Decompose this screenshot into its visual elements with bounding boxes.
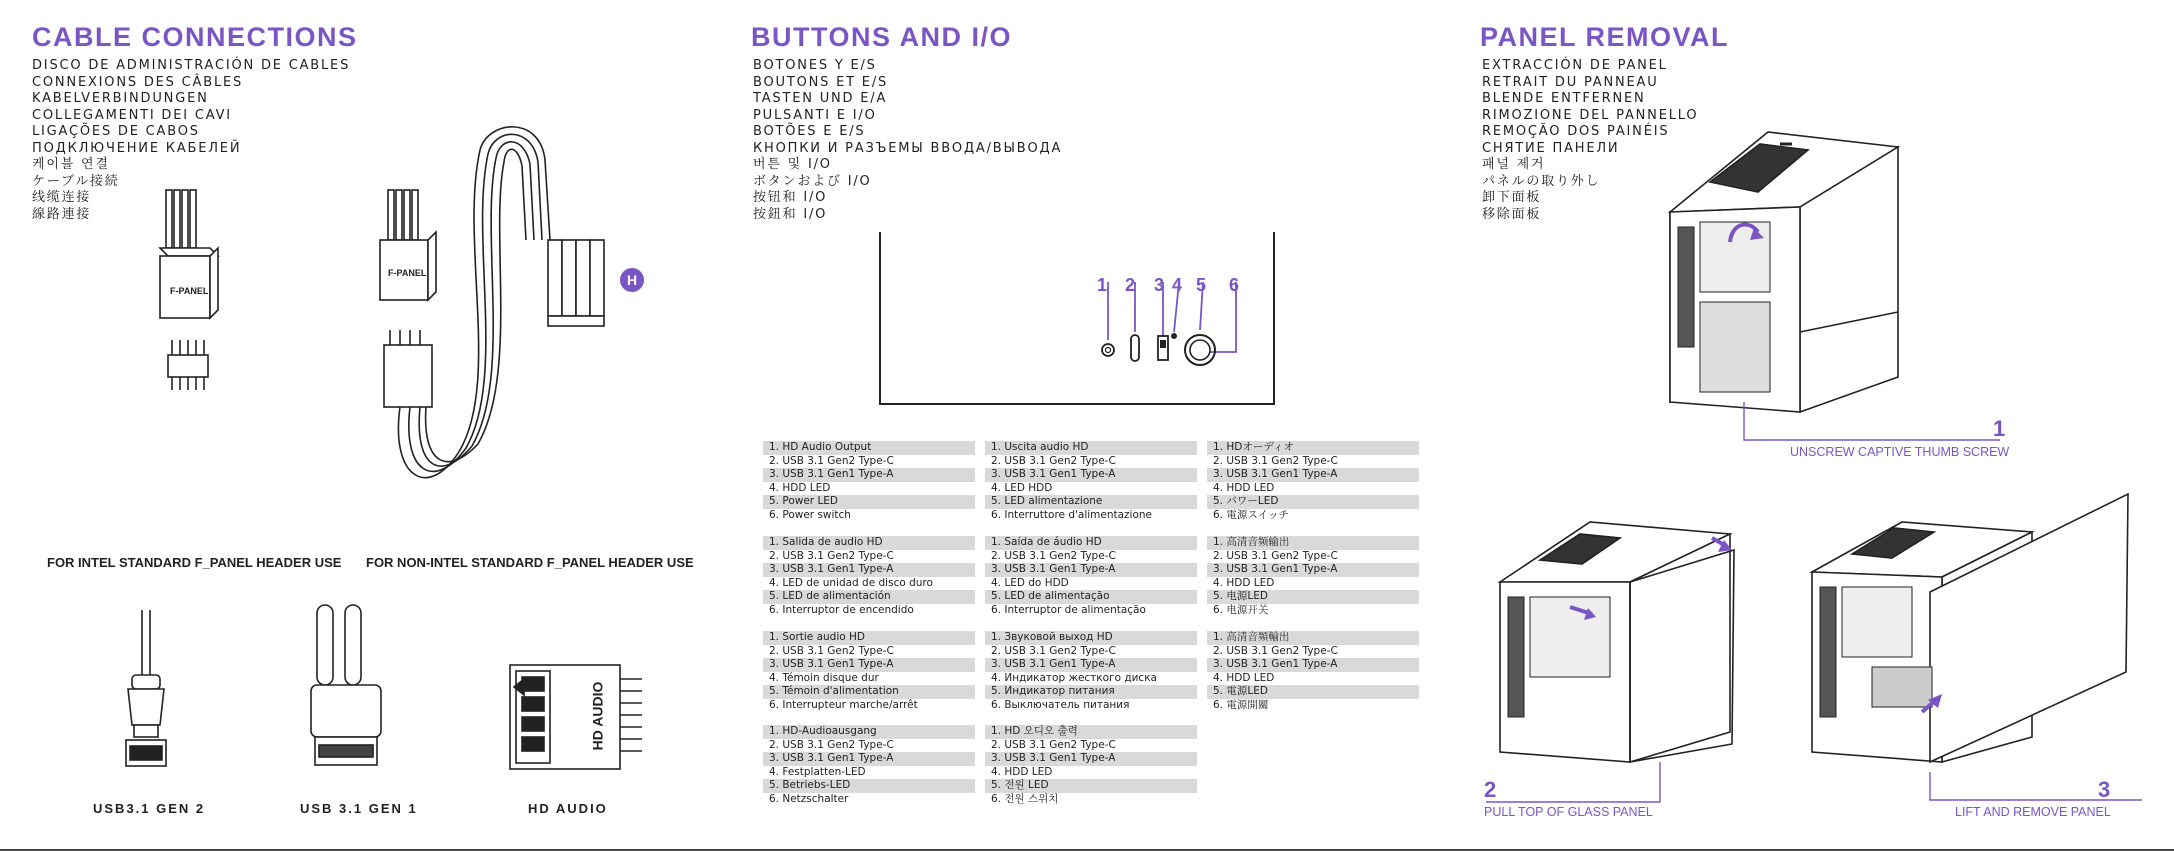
translation-line: 패널 제거: [1482, 157, 1546, 172]
spec-item: 2. USB 3.1 Gen2 Type-C: [769, 644, 894, 657]
spec-item: 4. Festplatten-LED: [769, 765, 866, 778]
translation-line: 버튼 및 I/O: [753, 157, 832, 172]
port-number-6: 6: [1229, 275, 1240, 295]
translation-line: PULSANTI E I/O: [753, 107, 877, 123]
spec-item: 2. USB 3.1 Gen2 Type-C: [991, 738, 1116, 751]
spec-item: 4. LED do HDD: [991, 576, 1069, 589]
spec-item: 6. 전원 스위치: [991, 792, 1059, 805]
spec-item: 5. Témoin d'alimentation: [763, 685, 975, 699]
spec-item: 3. USB 3.1 Gen1 Type-A: [1207, 658, 1419, 672]
port-number-1: 1: [1097, 275, 1108, 295]
spec-item: 6. 电源开关: [1213, 603, 1269, 616]
spec-list-korean: [985, 725, 1197, 806]
spec-item: 6. 電源スイッチ: [1213, 508, 1289, 521]
nonintel-fpanel-cable-illustration: [370, 120, 650, 520]
step-3-text: LIFT AND REMOVE PANEL: [1955, 805, 2111, 819]
translation-line: 케이블 연결: [32, 157, 110, 172]
usb-gen2-connector-illustration: [112, 610, 182, 790]
translation-line: TASTEN UND E/A: [753, 91, 888, 106]
fpanel-label: F-PANEL: [170, 286, 209, 296]
translation-line: DISCO DE ADMINISTRACIÓN DE CABLES: [32, 58, 351, 73]
front-io-panel-illustration: [880, 232, 1280, 407]
translation-line: 按钮和 I/O: [753, 190, 828, 205]
translation-line: CONNEXIONS DES CÂBLES: [32, 74, 244, 90]
spec-item: 1. HD Audio Output: [763, 441, 975, 455]
spec-list-simplified-chinese: [1207, 536, 1419, 617]
spec-item: 2. USB 3.1 Gen2 Type-C: [1213, 644, 1338, 657]
spec-item: 5. Power LED: [763, 495, 975, 509]
spec-item: 4. HDD LED: [1213, 671, 1275, 684]
spec-item: 3. USB 3.1 Gen1 Type-A: [763, 752, 975, 766]
translation-line: REMOÇÃO DOS PAINÉIS: [1482, 124, 1670, 139]
translation-line: パネルの取り外し: [1482, 173, 1601, 189]
spec-item: 2. USB 3.1 Gen2 Type-C: [991, 549, 1116, 562]
panel-removal-title: PANEL REMOVAL: [1480, 22, 1730, 52]
spec-item: 1. Salida de audio HD: [763, 536, 975, 550]
spec-item: 1. 高清音頻輸出: [1207, 631, 1419, 645]
spec-item: 5. 电源LED: [1207, 590, 1419, 604]
port-number-4: 4: [1172, 275, 1183, 295]
translation-line: 线缆连接: [32, 190, 92, 205]
usb-gen1-caption: USB 3.1 GEN 1: [300, 801, 418, 816]
spec-item: 2. USB 3.1 Gen2 Type-C: [769, 454, 894, 467]
translation-line: EXTRACCIÓN DE PANEL: [1482, 58, 1668, 73]
port-number-5: 5: [1196, 275, 1207, 295]
spec-item: 2. USB 3.1 Gen2 Type-C: [769, 738, 894, 751]
translation-line: BOTONES Y E/S: [753, 58, 877, 73]
spec-item: 1. Uscita audio HD: [985, 441, 1197, 455]
spec-item: 4. Témoin disque dur: [769, 671, 879, 684]
usb-gen2-caption: USB3.1 GEN 2: [93, 801, 206, 816]
spec-list-japanese: [1207, 441, 1419, 522]
spec-item: 1. HDオーディオ: [1207, 441, 1419, 455]
hd-audio-vertical-label-wrap: [585, 670, 609, 762]
spec-item: 6. Выключатель питания: [991, 698, 1130, 711]
spec-item: 2. USB 3.1 Gen2 Type-C: [769, 549, 894, 562]
step-1-text: UNSCREW CAPTIVE THUMB SCREW: [1790, 445, 2010, 459]
cable-connections-title: CABLE CONNECTIONS: [32, 22, 358, 52]
panel-removal-translations: [1482, 58, 1698, 223]
spec-item: 1. HD-Audioausgang: [763, 725, 975, 739]
spec-item: 4. LED de unidad de disco duro: [769, 576, 933, 589]
spec-item: 3. USB 3.1 Gen1 Type-A: [985, 658, 1197, 672]
spec-item: 4. HDD LED: [991, 765, 1053, 778]
spec-item: 6. Interrupteur marche/arrêt: [769, 698, 918, 711]
translation-line: СНЯТИЕ ПАНЕЛИ: [1482, 140, 1620, 156]
case-step1-illustration: [1670, 132, 1910, 432]
spec-list-german: [763, 725, 975, 806]
spec-item: 4. LED HDD: [991, 481, 1053, 494]
spec-item: 3. USB 3.1 Gen1 Type-A: [763, 468, 975, 482]
spec-item: 1. Saída de áudio HD: [985, 536, 1197, 550]
port-number-3: 3: [1154, 275, 1165, 295]
translation-line: ПОДКЛЮЧЕНИЕ КАБЕЛЕЙ: [32, 140, 242, 156]
spec-list-traditional-chinese: [1207, 631, 1419, 712]
translation-line: ボタンおよび I/O: [753, 173, 872, 189]
translation-line: 移除面板: [1482, 206, 1542, 222]
spec-list-spanish: [763, 536, 975, 617]
spec-item: 5. LED alimentazione: [985, 495, 1197, 509]
spec-item: 3. USB 3.1 Gen1 Type-A: [1207, 563, 1419, 577]
translation-line: КНОПКИ И РАЗЪЕМЫ ВВОДА/ВЫВОДА: [753, 140, 1063, 156]
spec-list-english: [763, 441, 975, 522]
spec-item: 3. USB 3.1 Gen1 Type-A: [985, 468, 1197, 482]
connector-h-badge: H: [620, 268, 644, 292]
usb-gen1-connector-illustration: [305, 605, 395, 785]
translation-line: BOUTONS ET E/S: [753, 74, 889, 90]
buttons-io-translations: [753, 58, 1062, 223]
spec-item: 5. パワーLED: [1207, 495, 1419, 509]
step-3-number: 3: [2098, 777, 2111, 802]
spec-item: 6. Interruptor de encendido: [769, 603, 914, 616]
spec-item: 1. 高清音频输出: [1207, 536, 1419, 550]
spec-item: 2. USB 3.1 Gen2 Type-C: [991, 454, 1116, 467]
intel-header-caption: FOR INTEL STANDARD F_PANEL HEADER USE: [47, 555, 342, 570]
spec-item: 5. LED de alimentación: [763, 590, 975, 604]
spec-item: 1. HD 오디오 출력: [985, 725, 1197, 739]
spec-item: 2. USB 3.1 Gen2 Type-C: [1213, 454, 1338, 467]
case-step3-illustration: [1812, 492, 2132, 792]
spec-item: 3. USB 3.1 Gen1 Type-A: [985, 752, 1197, 766]
translation-line: ケーブル接続: [32, 173, 120, 189]
spec-item: 5. 전원 LED: [985, 779, 1197, 793]
spec-list-portuguese: [985, 536, 1197, 617]
spec-item: 3. USB 3.1 Gen1 Type-A: [763, 658, 975, 672]
spec-item: 2. USB 3.1 Gen2 Type-C: [991, 644, 1116, 657]
spec-list-french: [763, 631, 975, 712]
spec-item: 4. HDD LED: [1213, 576, 1275, 589]
spec-item: 6. 電源開關: [1213, 698, 1269, 711]
translation-line: LIGAÇÕES DE CABOS: [32, 124, 200, 139]
translation-line: 線路連接: [32, 206, 92, 222]
step-1-number: 1: [1993, 416, 2006, 441]
spec-item: 5. Betriebs-LED: [763, 779, 975, 793]
port-number-2: 2: [1125, 275, 1136, 295]
spec-item: 2. USB 3.1 Gen2 Type-C: [1213, 549, 1338, 562]
buttons-io-title: BUTTONS AND I/O: [751, 22, 1013, 52]
spec-item: 3. USB 3.1 Gen1 Type-A: [1207, 468, 1419, 482]
spec-item: 4. HDD LED: [769, 481, 831, 494]
spec-item: 6. Interruttore d'alimentazione: [991, 508, 1153, 521]
spec-item: 4. HDD LED: [1213, 481, 1275, 494]
spec-item: 3. USB 3.1 Gen1 Type-A: [763, 563, 975, 577]
translation-line: BOTÕES E E/S: [753, 124, 866, 139]
spec-list-italian: [985, 441, 1197, 522]
hd-audio-connector-illustration: [510, 665, 650, 775]
translation-line: 卸下面板: [1482, 190, 1542, 205]
spec-item: 4. Индикатор жесткого диска: [991, 671, 1157, 684]
spec-list-russian: [985, 631, 1197, 712]
spec-item: 5. Индикатор питания: [985, 685, 1197, 699]
translation-line: 按鈕和 I/O: [753, 206, 828, 222]
spec-item: 6. Power switch: [769, 508, 851, 521]
fpanel-label: F-PANEL: [388, 268, 427, 278]
spec-item: 1. Sortie audio HD: [763, 631, 975, 645]
translation-line: COLLEGAMENTI DEI CAVI: [32, 107, 232, 123]
nonintel-header-caption: FOR NON-INTEL STANDARD F_PANEL HEADER USE: [366, 555, 694, 570]
step-2-number: 2: [1484, 777, 1497, 802]
spec-item: 6. Interruptor de alimentação: [991, 603, 1146, 616]
hd-audio-caption: HD AUDIO: [528, 801, 608, 816]
spec-item: 1. Звуковой выход HD: [985, 631, 1197, 645]
translation-line: RIMOZIONE DEL PANNELLO: [1482, 107, 1699, 123]
case-step2-illustration: [1500, 522, 1740, 792]
translation-line: KABELVERBINDUNGEN: [32, 91, 209, 106]
translation-line: RETRAIT DU PANNEAU: [1482, 74, 1659, 90]
step-2-text: PULL TOP OF GLASS PANEL: [1484, 805, 1653, 819]
intel-fpanel-connector-illustration: [150, 190, 230, 400]
spec-item: 5. 電源LED: [1207, 685, 1419, 699]
spec-item: 6. Netzschalter: [769, 792, 849, 805]
translation-line: BLENDE ENTFERNEN: [1482, 91, 1646, 106]
spec-item: 3. USB 3.1 Gen1 Type-A: [985, 563, 1197, 577]
spec-item: 5. LED de alimentação: [985, 590, 1197, 604]
hd-audio-vertical-label: HD AUDIO: [589, 681, 606, 751]
